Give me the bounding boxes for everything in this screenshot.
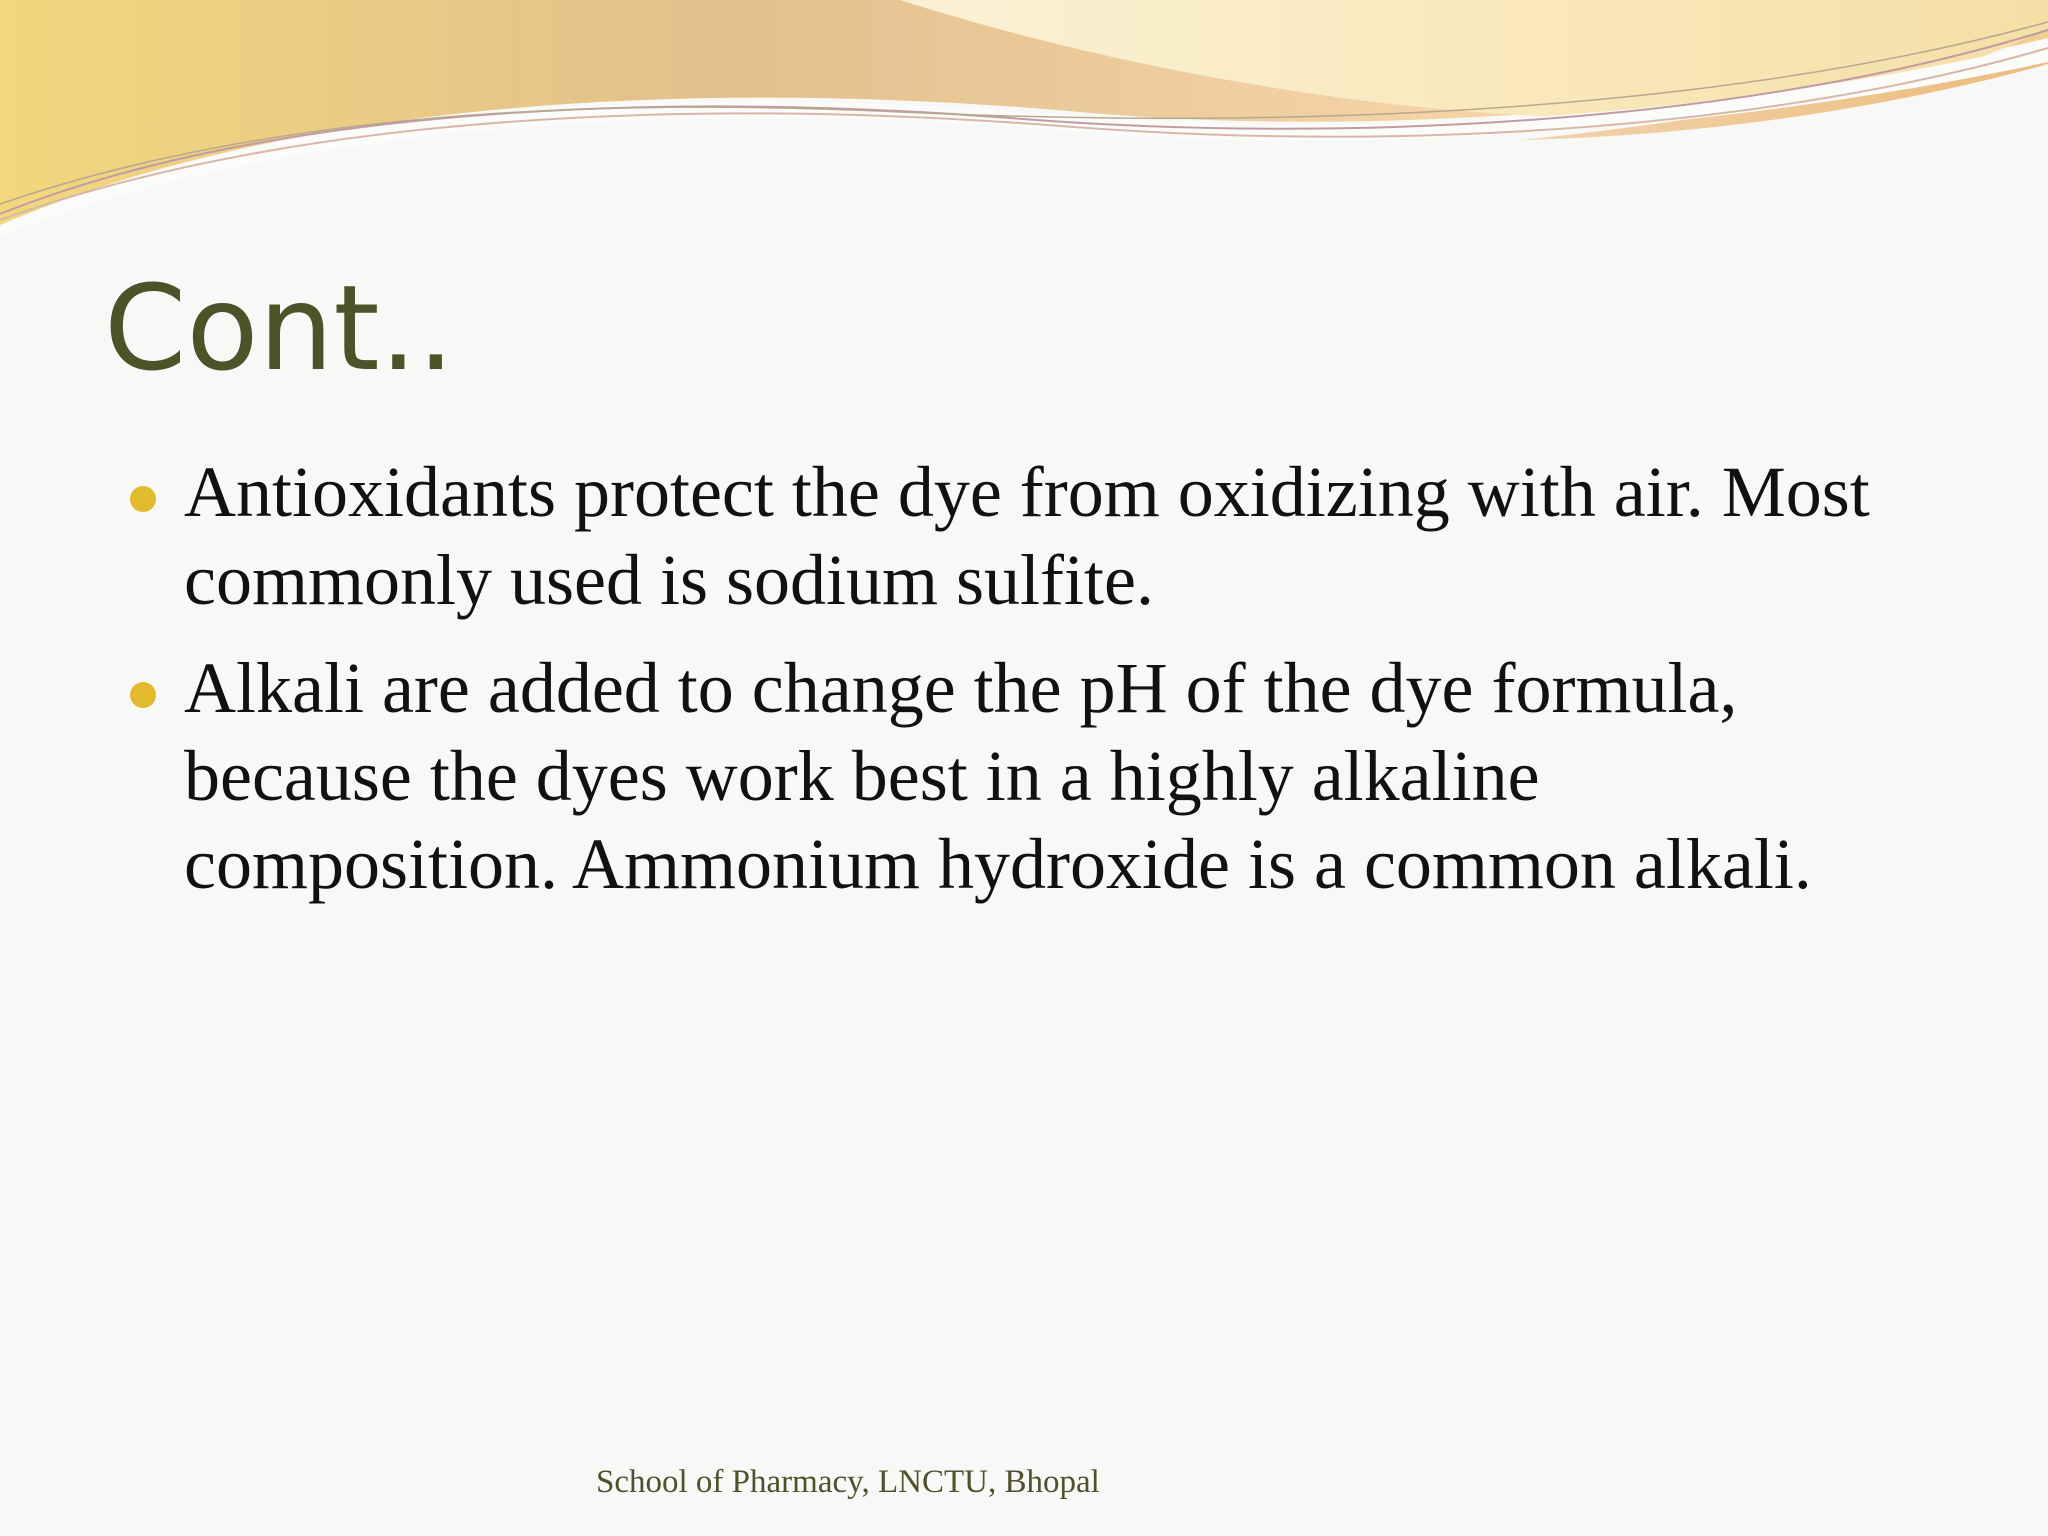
slide-footer: School of Pharmacy, LNCTU, Bhopal — [596, 1464, 1100, 1500]
slide-title: Cont.. — [104, 259, 455, 397]
bullet-item-alkali — [0, 644, 1904, 908]
bullet-list — [0, 448, 2048, 928]
bullet-text: Antioxidants protect the dye from oxidizing with air. Most commonly used is sodium sulfite. — [184, 452, 1870, 620]
decorative-wave-header — [0, 0, 2048, 240]
bullet-text: Alkali are added to change the pH of the dye formula, because the dyes work best in a highly alkaline composition. Ammonium hydroxide is a common alkali. — [184, 648, 1812, 904]
bullet-dot-icon — [130, 486, 156, 512]
bullet-dot-icon — [130, 682, 156, 708]
bullet-item-antioxidants — [0, 448, 1904, 624]
